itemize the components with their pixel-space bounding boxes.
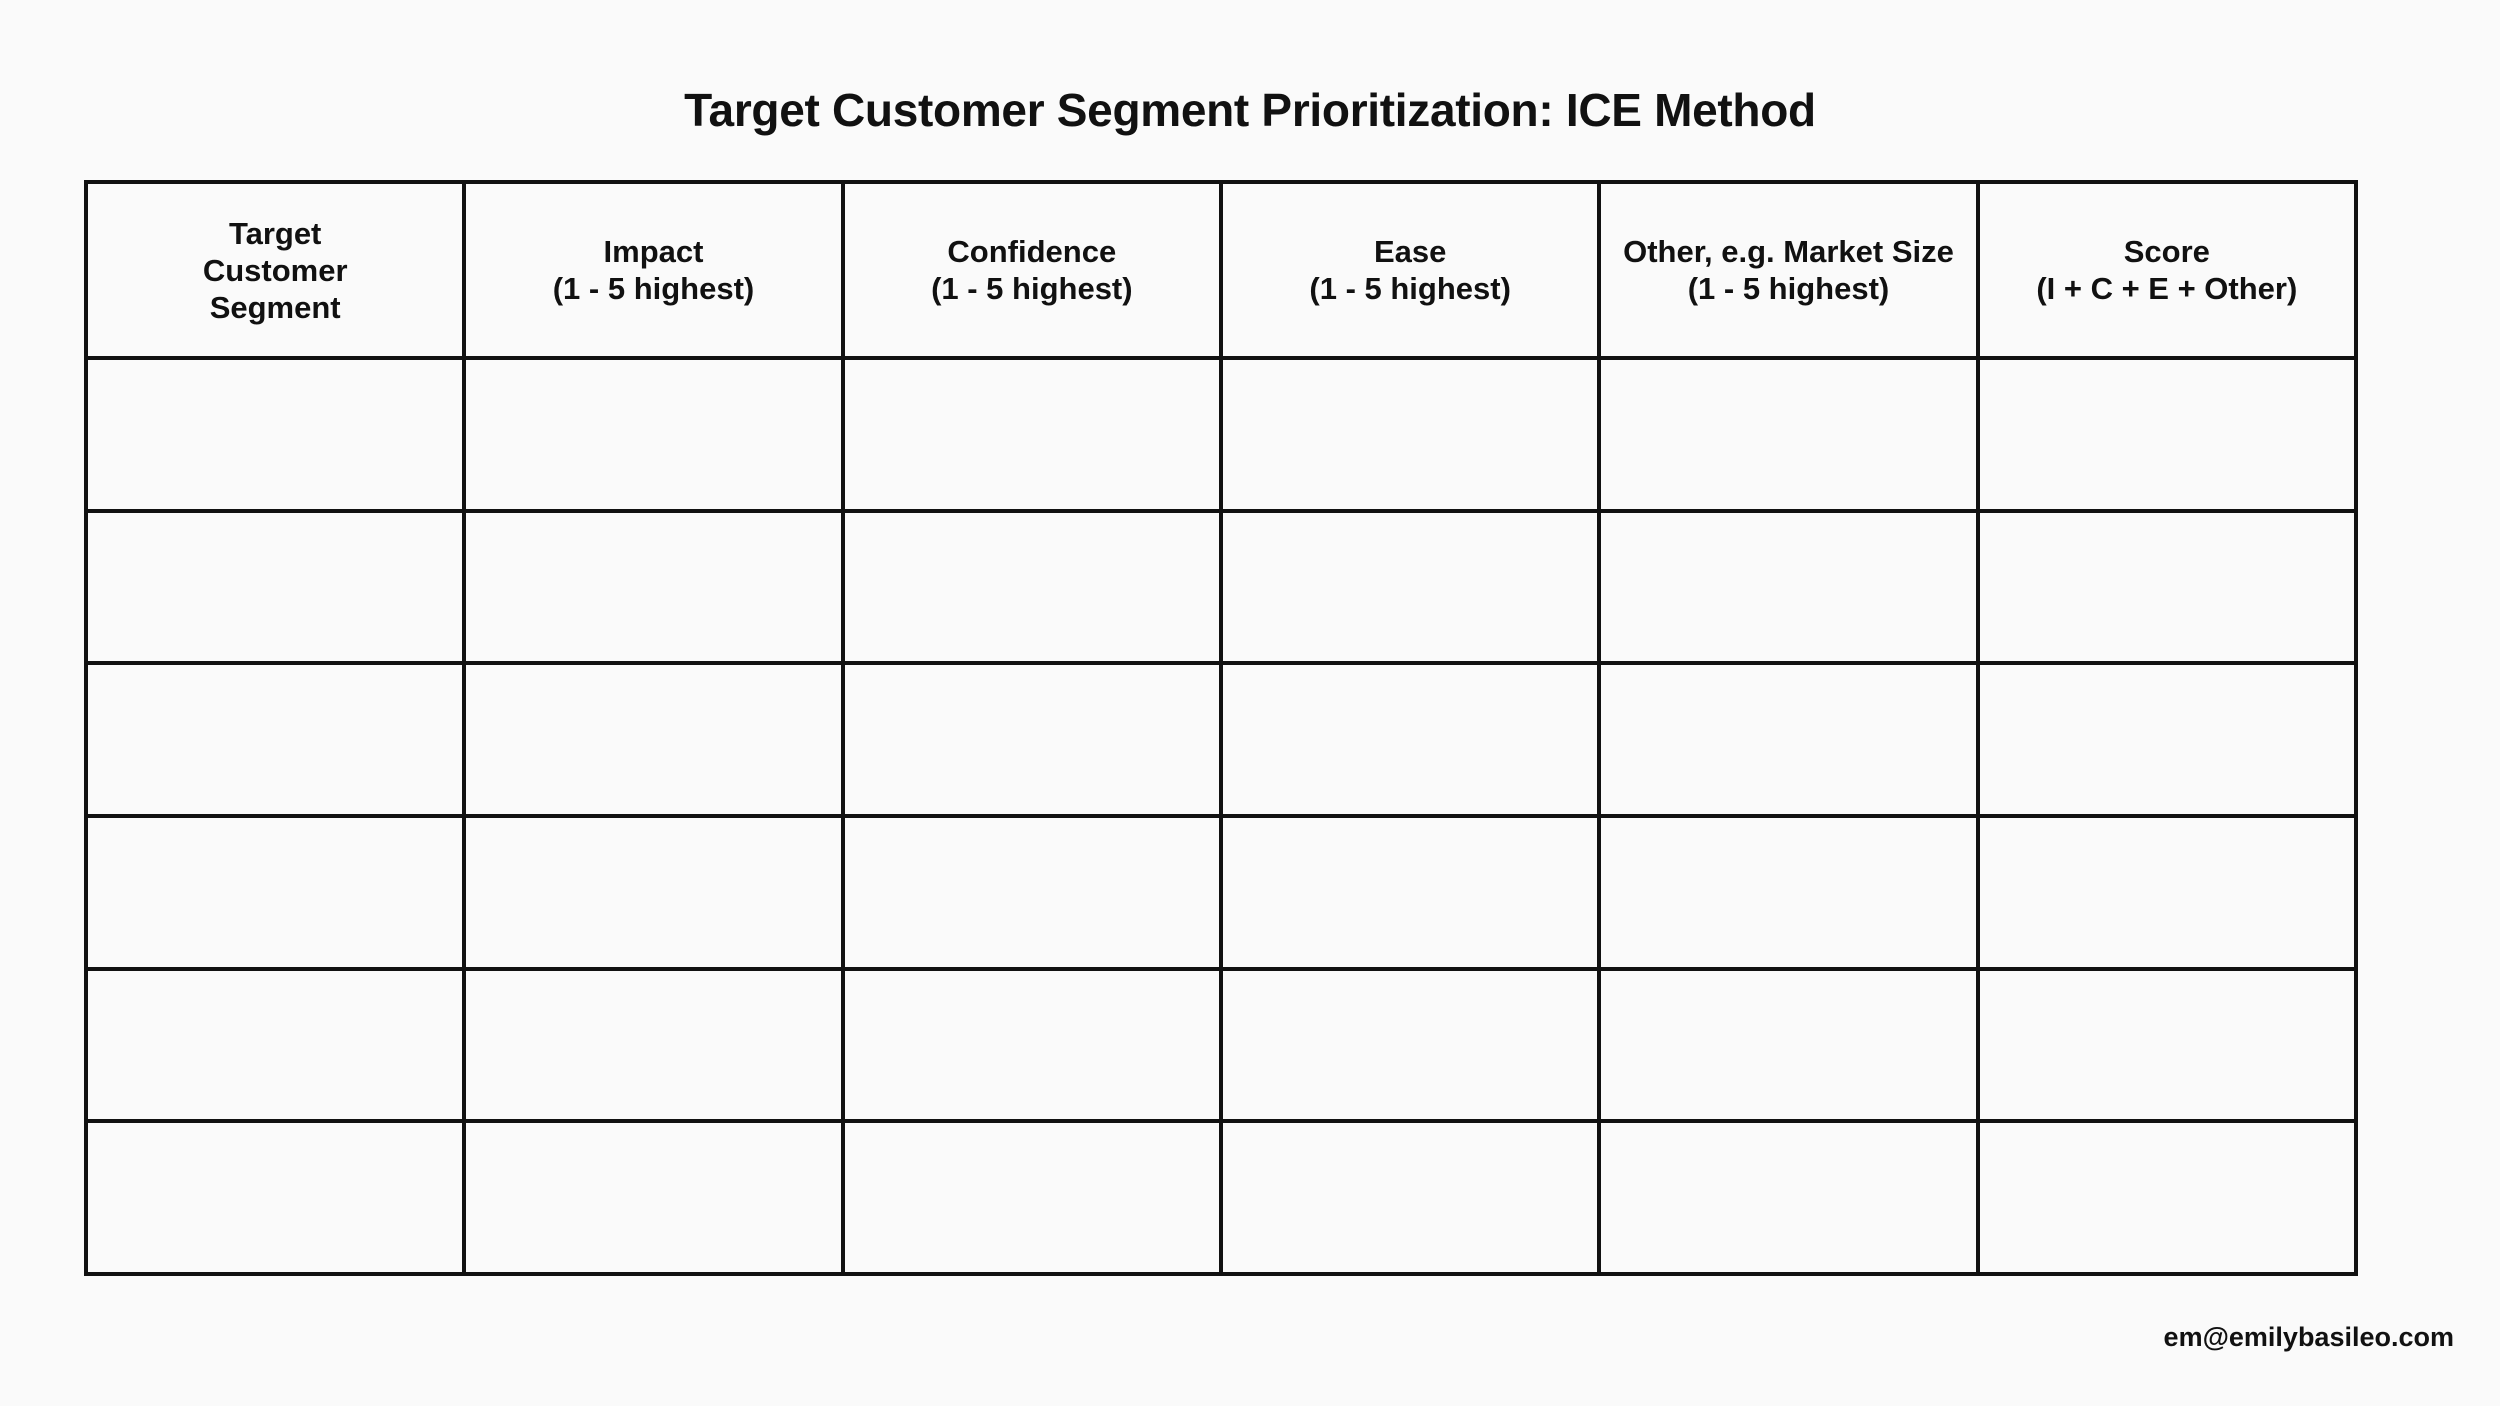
- cell-score[interactable]: [1978, 663, 2356, 816]
- cell-impact[interactable]: [464, 1121, 842, 1274]
- header-line: Ease: [1373, 234, 1447, 269]
- page-title: Target Customer Segment Prioritization: ICE Method: [684, 84, 1816, 136]
- cell-impact[interactable]: [464, 969, 842, 1122]
- cell-confidence[interactable]: [843, 816, 1221, 969]
- table-row: [86, 969, 2356, 1122]
- cell-confidence[interactable]: [843, 511, 1221, 664]
- cell-target-customer-segment[interactable]: [86, 1121, 464, 1274]
- table-row: [86, 663, 2356, 816]
- cell-other[interactable]: [1599, 511, 1977, 664]
- cell-ease[interactable]: [1221, 816, 1599, 969]
- cell-score[interactable]: [1978, 969, 2356, 1122]
- table-row: [86, 816, 2356, 969]
- cell-ease[interactable]: [1221, 511, 1599, 664]
- table-row: [86, 358, 2356, 511]
- header-line: (1 - 5 highest): [931, 271, 1133, 306]
- cell-target-customer-segment[interactable]: [86, 511, 464, 664]
- header-impact: [464, 182, 842, 358]
- cell-score[interactable]: [1978, 511, 2356, 664]
- cell-score[interactable]: [1978, 816, 2356, 969]
- cell-target-customer-segment[interactable]: [86, 969, 464, 1122]
- header-other: [1599, 182, 1977, 358]
- cell-other[interactable]: [1599, 969, 1977, 1122]
- header-line: Impact: [603, 234, 704, 269]
- cell-score[interactable]: [1978, 1121, 2356, 1274]
- header-line: (1 - 5 highest): [1309, 271, 1511, 306]
- table-row: [86, 511, 2356, 664]
- cell-confidence[interactable]: [843, 663, 1221, 816]
- table-body: [86, 358, 2356, 1274]
- header-line: Target: [228, 215, 322, 251]
- header-line: (1 - 5 highest): [1687, 271, 1890, 306]
- cell-target-customer-segment[interactable]: [86, 663, 464, 816]
- cell-ease[interactable]: [1221, 358, 1599, 511]
- header-line: (I + C + E + Other): [2036, 271, 2298, 306]
- header-line: Segment: [209, 289, 341, 325]
- header-line: Customer: [202, 252, 348, 288]
- header-ease: [1221, 182, 1599, 358]
- header-line: Other, e.g. Market Size: [1623, 234, 1954, 269]
- table-header-row: [86, 182, 2356, 358]
- ice-prioritization-table: [84, 180, 2358, 1276]
- cell-impact[interactable]: [464, 358, 842, 511]
- cell-ease[interactable]: [1221, 1121, 1599, 1274]
- cell-ease[interactable]: [1221, 969, 1599, 1122]
- cell-impact[interactable]: [464, 511, 842, 664]
- cell-impact[interactable]: [464, 663, 842, 816]
- cell-target-customer-segment[interactable]: [86, 358, 464, 511]
- cell-score[interactable]: [1978, 358, 2356, 511]
- cell-other[interactable]: [1599, 663, 1977, 816]
- header-line: Score: [2123, 234, 2210, 269]
- cell-ease[interactable]: [1221, 663, 1599, 816]
- header-line: Confidence: [947, 234, 1117, 269]
- cell-other[interactable]: [1599, 816, 1977, 969]
- header-line: (1 - 5 highest): [552, 271, 755, 306]
- cell-confidence[interactable]: [843, 358, 1221, 511]
- cell-target-customer-segment[interactable]: [86, 816, 464, 969]
- cell-other[interactable]: [1599, 1121, 1977, 1274]
- table-row: [86, 1121, 2356, 1274]
- footer-email: em@emilybasileo.com: [2163, 1322, 2454, 1352]
- header-score: [1978, 182, 2356, 358]
- cell-confidence[interactable]: [843, 1121, 1221, 1274]
- cell-confidence[interactable]: [843, 969, 1221, 1122]
- header-target-customer-segment: [86, 182, 464, 358]
- cell-other[interactable]: [1599, 358, 1977, 511]
- cell-impact[interactable]: [464, 816, 842, 969]
- header-confidence: [843, 182, 1221, 358]
